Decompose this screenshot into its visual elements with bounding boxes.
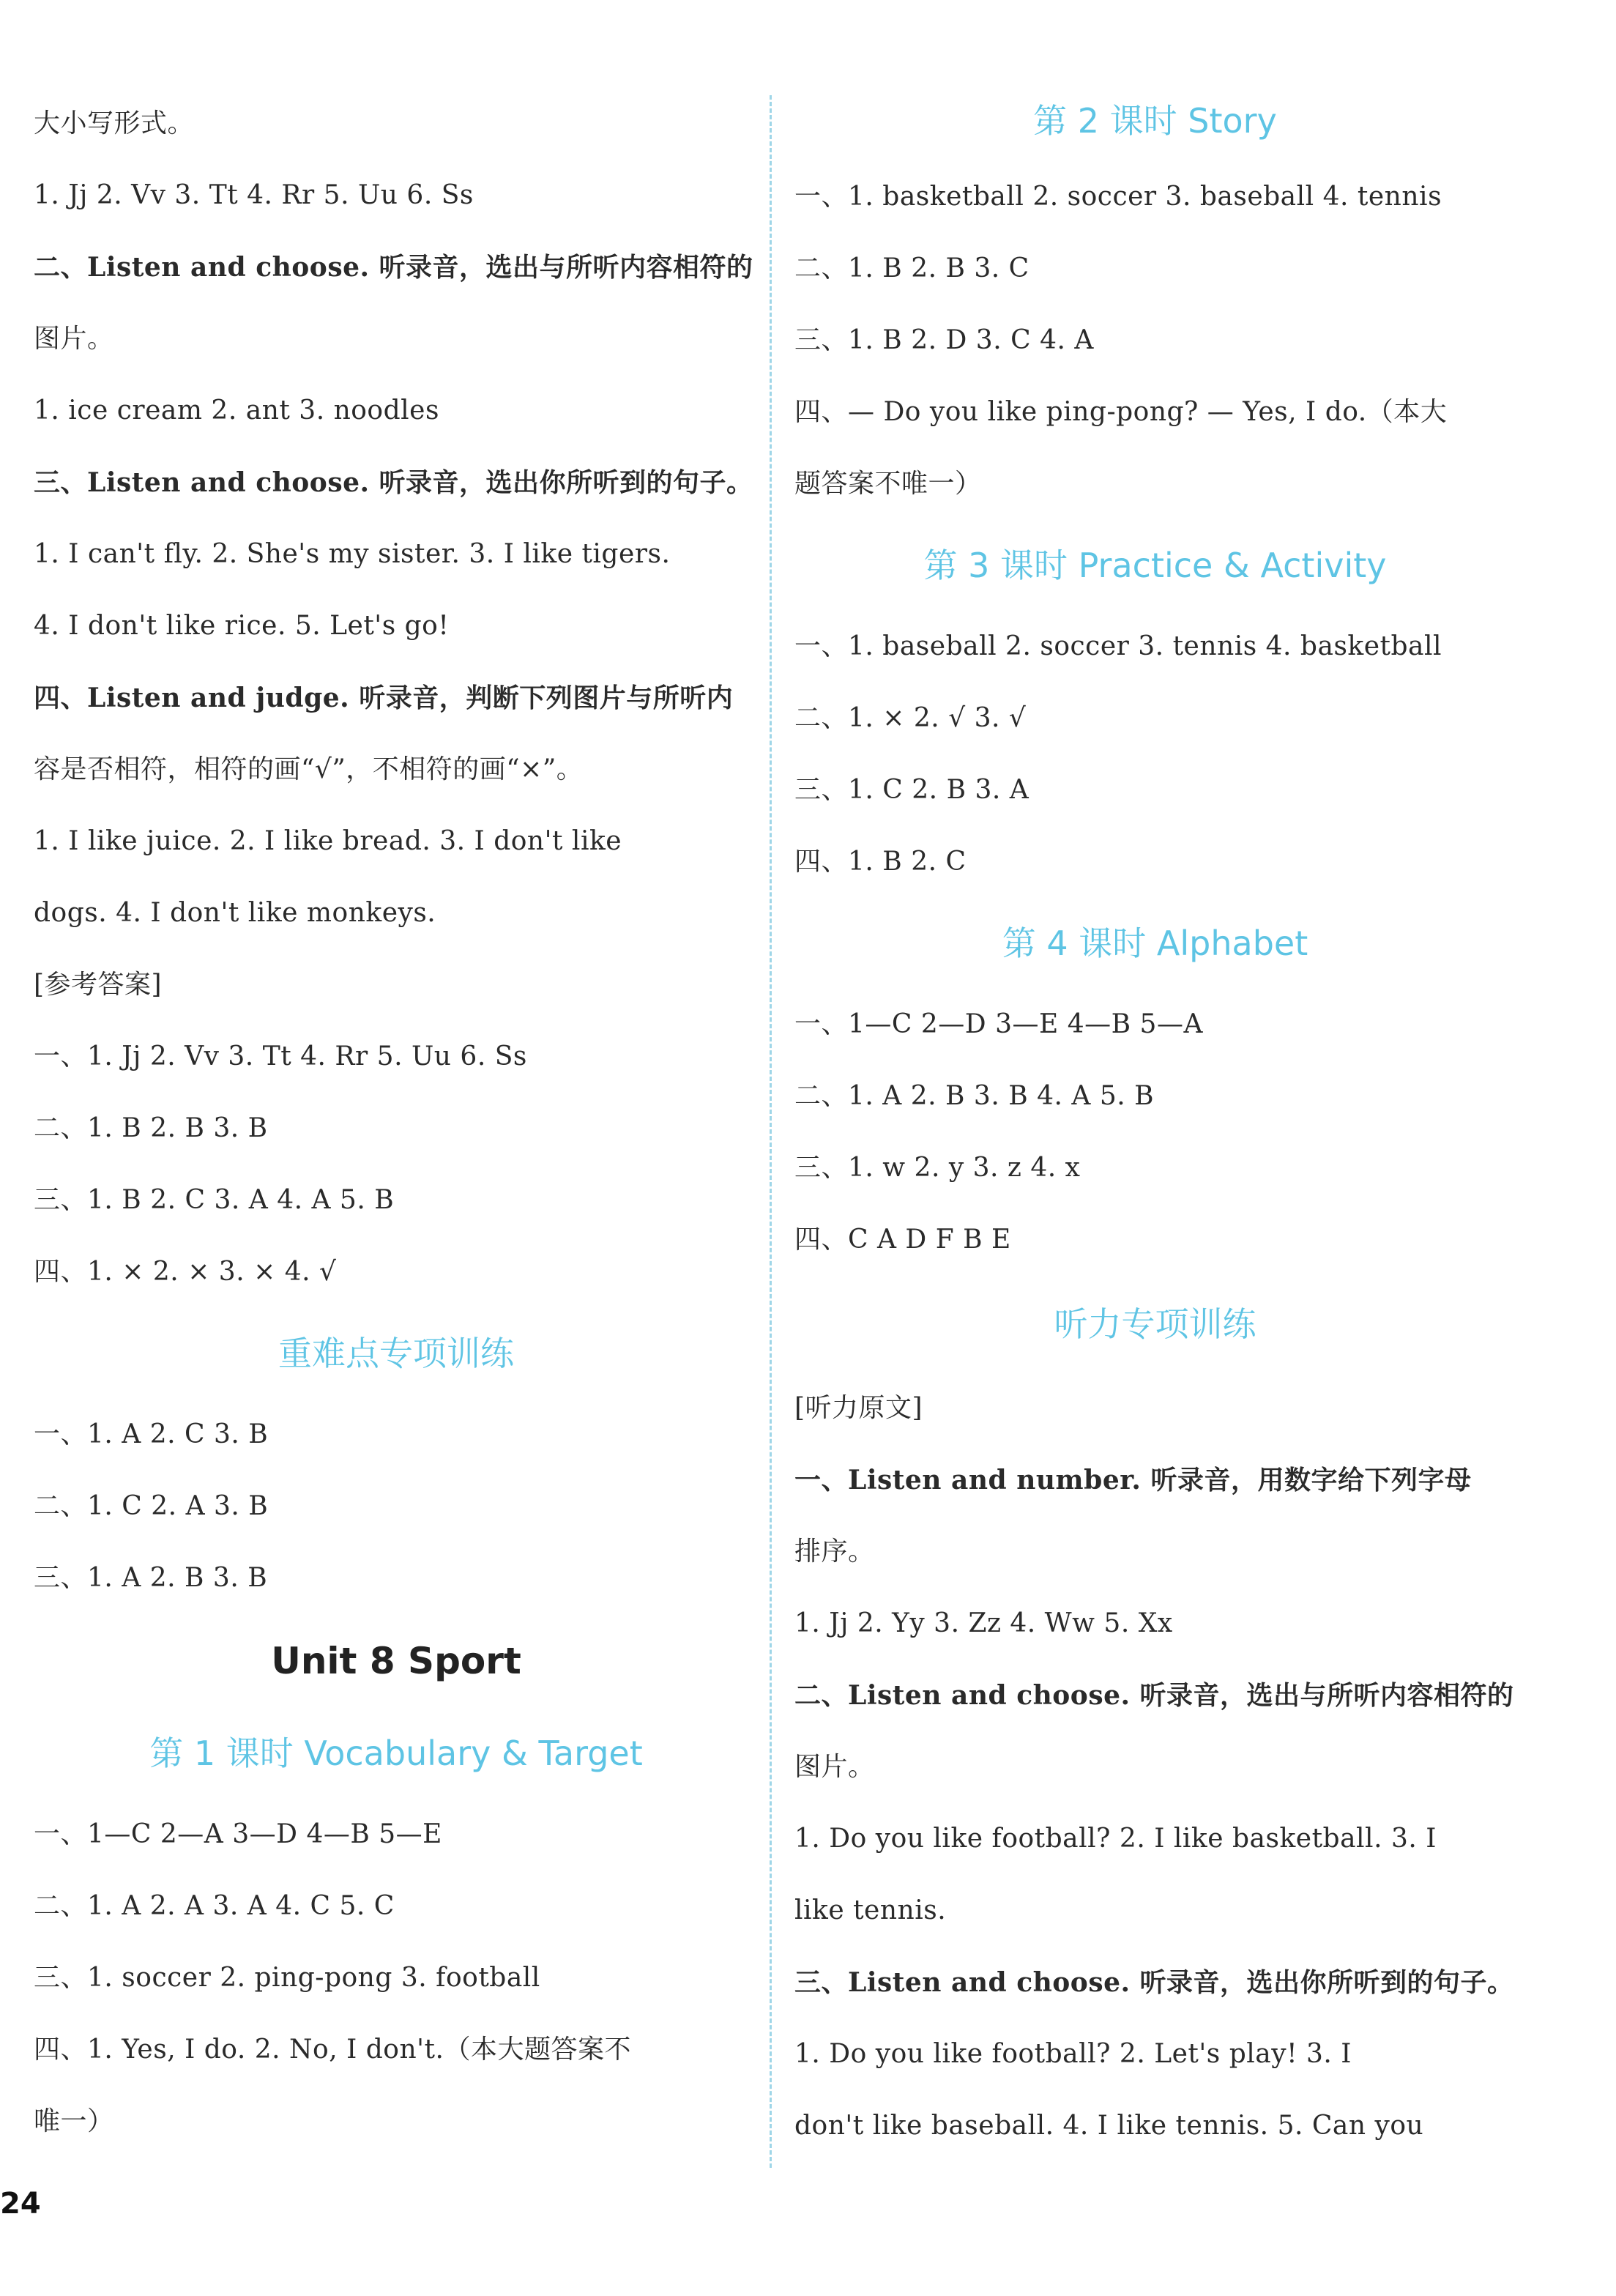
text-line: 三、1. soccer 2. ping-pong 3. football [34, 1963, 540, 1993]
lesson-heading: 第 2 课时 Story [1033, 101, 1277, 141]
text-line: 1. I can't fly. 2. She's my sister. 3. I like tigers. [34, 539, 671, 569]
text-line: 三、1. B 2. D 3. C 4. A [794, 325, 1094, 355]
text-line: [听力原文] [794, 1393, 923, 1423]
text-line: 二、1. A 2. A 3. A 4. C 5. C [34, 1891, 395, 1921]
listening-transcript [794, 1372, 1516, 2162]
text-line: 三、1. w 2. y 3. z 4. x [794, 1153, 1081, 1183]
text-line: 一、1. baseball 2. soccer 3. tennis 4. basketball [794, 631, 1442, 661]
text-line: 二、1. B 2. B 3. B [34, 1113, 268, 1143]
key-points-answers [34, 1399, 759, 1614]
text-line: 一、1. A 2. C 3. B [34, 1419, 269, 1449]
section-heading: 重难点专项训练 [278, 1334, 514, 1373]
left-column [34, 88, 759, 2158]
lesson-heading: 第 1 课时 Vocabulary & Target [149, 1734, 643, 1773]
text-line: 容是否相符，相符的画“√”，不相符的画“×”。 [34, 754, 584, 784]
lesson-heading: 第 4 课时 Alphabet [1002, 924, 1308, 963]
text-line: 1. Do you like football? 2. Let's play! 3. I [794, 2039, 1352, 2069]
text-line: 一、1—C 2—A 3—D 4—B 5—E [34, 1819, 442, 1849]
text-line: 图片。 [794, 1752, 875, 1782]
text-line: 1. Jj 2. Vv 3. Tt 4. Rr 5. Uu 6. Ss [34, 180, 474, 210]
text-line: 二、1. C 2. A 3. B [34, 1491, 269, 1521]
text-line: 二、Listen and choose. 听录音，选出与所听内容相符的 [34, 252, 753, 283]
lesson-heading: 第 3 课时 Practice & Activity [923, 546, 1387, 585]
text-line: 四、Listen and judge. 听录音，判断下列图片与所听内 [34, 683, 734, 713]
text-line: 一、1. Jj 2. Vv 3. Tt 4. Rr 5. Uu 6. Ss [34, 1041, 527, 1071]
text-line: 1. I like juice. 2. I like bread. 3. I don't like [34, 826, 622, 856]
lesson-1-answers [34, 1799, 759, 2158]
left-answers-block [34, 88, 759, 1308]
text-line: 二、1. × 2. √ 3. √ [794, 703, 1027, 733]
text-line: [参考答案] [34, 970, 163, 1000]
text-line: 一、1—C 2—D 3—E 4—B 5—A [794, 1009, 1203, 1039]
right-column [794, 81, 1516, 2162]
text-line: dogs. 4. I don't like monkeys. [34, 898, 436, 928]
text-line: 四、1. × 2. × 3. × 4. √ [34, 1257, 337, 1287]
unit-title: Unit 8 Sport [271, 1640, 521, 1682]
text-line: 题答案不唯一） [794, 469, 982, 499]
lesson-2-answers [794, 161, 1516, 520]
text-line: 三、Listen and choose. 听录音，选出你所听到的句子。 [794, 1967, 1514, 1998]
text-line: don't like baseball. 4. I like tennis. 5. Can you [794, 2111, 1424, 2141]
lesson-3-answers [794, 611, 1516, 898]
text-line: 四、1. B 2. C [794, 847, 967, 877]
lesson-4-answers [794, 989, 1516, 1276]
text-line: 三、1. B 2. C 3. A 4. A 5. B [34, 1185, 395, 1215]
text-line: 唯一） [34, 2106, 114, 2136]
text-line: 三、1. C 2. B 3. A [794, 775, 1029, 805]
text-line: 二、1. A 2. B 3. B 4. A 5. B [794, 1081, 1155, 1111]
text-line: like tennis. [794, 1895, 947, 1925]
text-line: 四、1. Yes, I do. 2. No, I don't.（本大题答案不 [34, 2035, 631, 2065]
text-line: 1. Do you like football? 2. I like basketball. 3. I [794, 1824, 1437, 1854]
text-line: 三、1. A 2. B 3. B [34, 1563, 268, 1593]
text-line: 4. I don't like rice. 5. Let's go! [34, 611, 450, 641]
section-heading: 听力专项训练 [1054, 1304, 1256, 1344]
text-line: 一、Listen and number. 听录音，用数字给下列字母 [794, 1465, 1472, 1496]
text-line: 1. ice cream 2. ant 3. noodles [34, 395, 439, 426]
page-number: 24 [0, 2187, 41, 2221]
text-line: 1. Jj 2. Yy 3. Zz 4. Ww 5. Xx [794, 1608, 1173, 1638]
text-line: 二、Listen and choose. 听录音，选出与所听内容相符的 [794, 1680, 1514, 1711]
column-divider [770, 95, 772, 2168]
text-line: 排序。 [794, 1537, 875, 1567]
text-line: 二、1. B 2. B 3. C [794, 253, 1029, 283]
text-line: 图片。 [34, 324, 114, 354]
text-line: 四、C A D F B E [794, 1225, 1011, 1255]
text-line: 三、Listen and choose. 听录音，选出你所听到的句子。 [34, 467, 753, 498]
text-line: 四、— Do you like ping-pong? — Yes, I do.（本大 [794, 397, 1448, 427]
text-line: 一、1. basketball 2. soccer 3. baseball 4. tennis [794, 182, 1442, 212]
text-line: 大小写形式。 [34, 108, 195, 138]
